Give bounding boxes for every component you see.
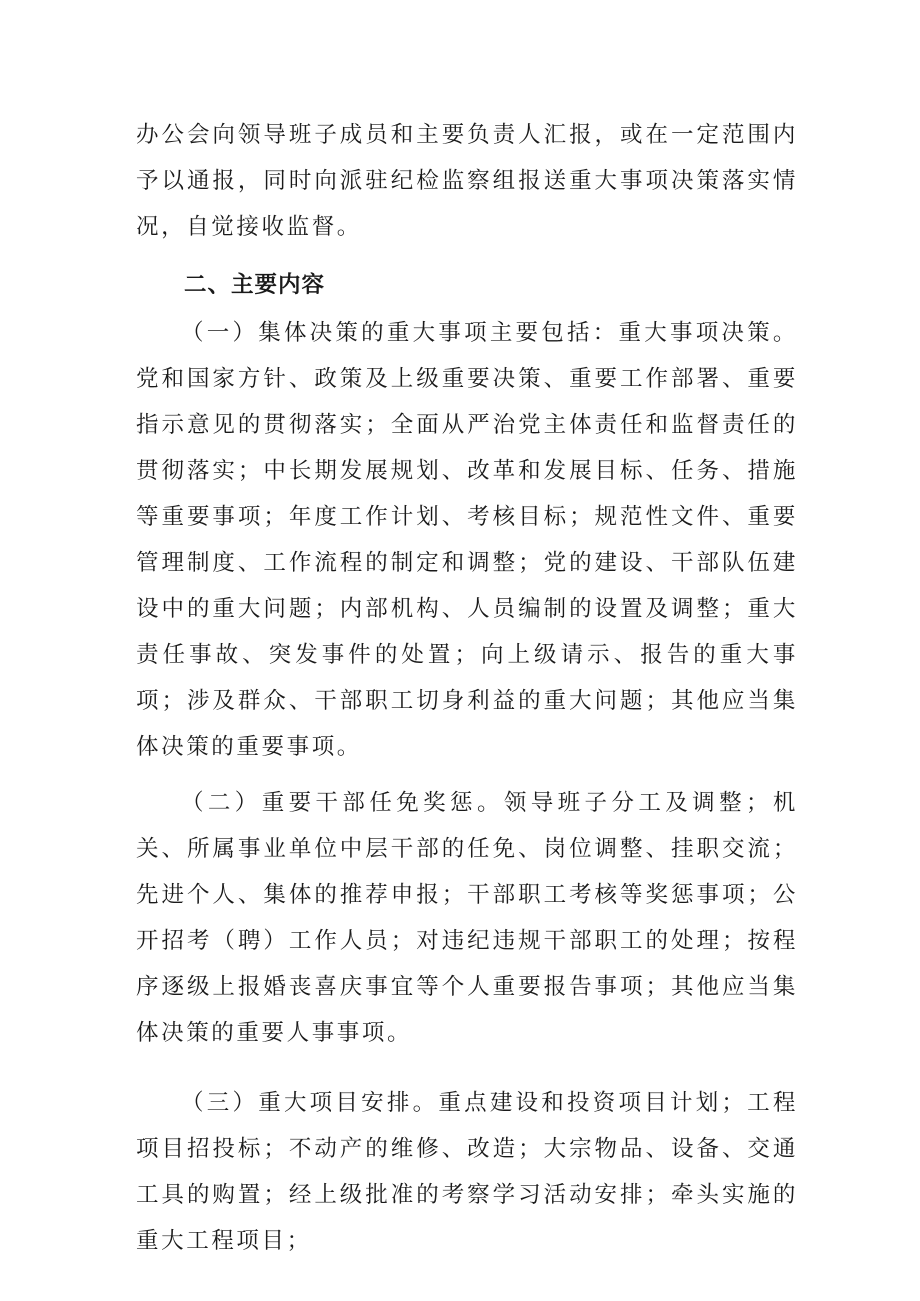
paragraph-item-3: （三）重大项目安排。重点建设和投资项目计划；工程项目招投标；不动产的维修、改造；大宗物品、设备、交通工具的购置；经上级批准的考察学习活动安排；牵头实施的重大工程项目； — [136, 1090, 798, 1254]
paragraph-item-2: （二）重要干部任免奖惩。领导班子分工及调整；机关、所属事业单位中层干部的任免、岗位调整、挂职交流；先进个人、集体的推荐申报；干部职工考核等奖惩事项；公开招考（聘）工作人员；对违纪违规干部职工的处理；按程序逐级上报婚丧喜庆事宜等个人重要报告事项；其他应当集体决策的重要人事事项。 — [136, 790, 798, 1046]
spacer — [136, 250, 798, 260]
paragraph-item-1: （一）集体决策的重大事项主要包括：重大事项决策。党和国家方针、政策及上级重要决策、重要工作部署、重要指示意见的贯彻落实；全面从严治党主体责任和监督责任的贯彻落实；中长期发展规划、改革和发展目标、任务、措施等重要事项；年度工作计划、考核目标；规范性文件、重要管理制度、工作流程的制定和调整；党的建设、干部队伍建设中的重大问题；内部机构、人员编制的设置及调整；重大责任事故、突发事件的处置；向上级请示、报告的重大事项；涉及群众、干部职工切身利益的重大问题；其他应当集体决策的重要事项。 — [136, 320, 798, 760]
spacer — [136, 1056, 798, 1080]
document-page — [136, 112, 798, 1264]
spacer — [136, 770, 798, 780]
paragraph-continuation: 办公会向领导班子成员和主要负责人汇报，或在一定范围内予以通报，同时向派驻纪检监察组报送重大事项决策落实情况，自觉接收监督。 — [136, 122, 798, 240]
section-heading-main-content: 二、主要内容 — [184, 272, 326, 298]
